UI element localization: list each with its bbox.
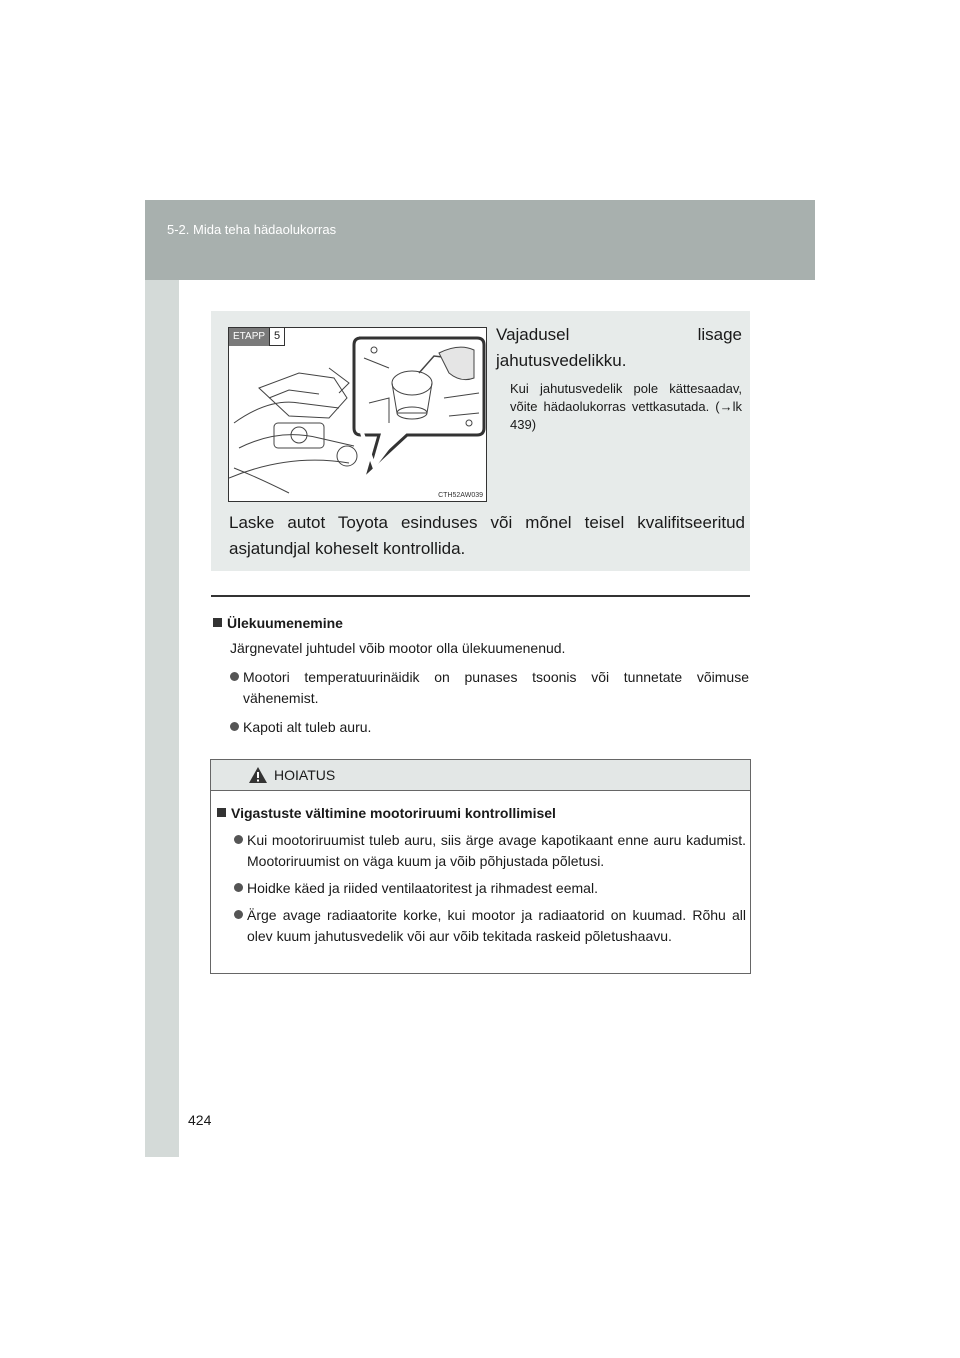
coolant-reservoir-illustration — [229, 328, 486, 501]
step-badge — [229, 328, 285, 346]
list-item: Kui mootoriruumist tuleb auru, siis ärge avage kapotikaant enne auru kadumist. Mootoriruumist on väga kuum ja võib põhjustada põletusi. — [234, 830, 746, 872]
sidebar-strip — [145, 280, 179, 1157]
warning-box — [210, 759, 751, 974]
square-bullet-icon — [217, 808, 226, 817]
list-item: Ärge avage radiaatorite korke, kui mootor ja radiaatorid on kuumad. Rõhu all olev kuum jahutusvedelik või aur võib tekitada raskeid põletushaavu. — [234, 905, 746, 947]
step-footer-text: Laske autot Toyota esinduses või mõnel teisel kvalifitseeritud asjatundjal koheselt kontrollida. — [229, 513, 745, 558]
warning-body — [211, 791, 750, 947]
overheat-section — [213, 613, 749, 738]
bullet-dot-icon — [230, 722, 239, 731]
list-item: Hoidke käed ja riided ventilaatoritest ja rihmadest eemal. — [234, 878, 746, 899]
warning-subheading — [217, 803, 746, 824]
warning-header — [211, 760, 750, 791]
step-note: Kui jahutusvedelik pole kättesaadav, võite hädaolukorras vettkasutada. (→lk 439) — [510, 381, 742, 432]
bullet-dot-icon — [234, 835, 243, 844]
warning-triangle-icon — [248, 766, 268, 784]
section-title: 5-2. Mida teha hädaolukorras — [167, 222, 337, 237]
section-header-band — [145, 200, 815, 280]
overheat-intro: Järgnevatel juhtudel võib mootor olla ülekuumenenud. — [230, 640, 566, 656]
bullet-dot-icon — [234, 910, 243, 919]
step-instruction: Vajadusel lisage jahutusvedelikku. — [496, 325, 742, 370]
square-bullet-icon — [213, 618, 222, 627]
step-badge-number: 5 — [269, 328, 285, 346]
page-number: 424 — [188, 1112, 212, 1128]
warning-subtitle: Vigastuste vältimine mootoriruumi kontrollimisel — [231, 805, 556, 821]
warning-title: HOIATUS — [274, 767, 336, 783]
bullet-dot-icon — [234, 883, 243, 892]
step-badge-label: ETAPP — [229, 328, 269, 346]
section-divider — [211, 595, 750, 597]
list-item: Kapoti alt tuleb auru. — [230, 717, 749, 738]
overheat-heading — [213, 613, 749, 634]
list-item: Mootori temperatuurinäidik on punases tsoonis või tunnetate võimuse vähenemist. — [230, 667, 749, 709]
overheat-title: Ülekuumenemine — [227, 615, 343, 631]
image-code: CTH52AW039 — [438, 492, 483, 499]
bullet-dot-icon — [230, 672, 239, 681]
engine-illustration — [228, 327, 487, 502]
